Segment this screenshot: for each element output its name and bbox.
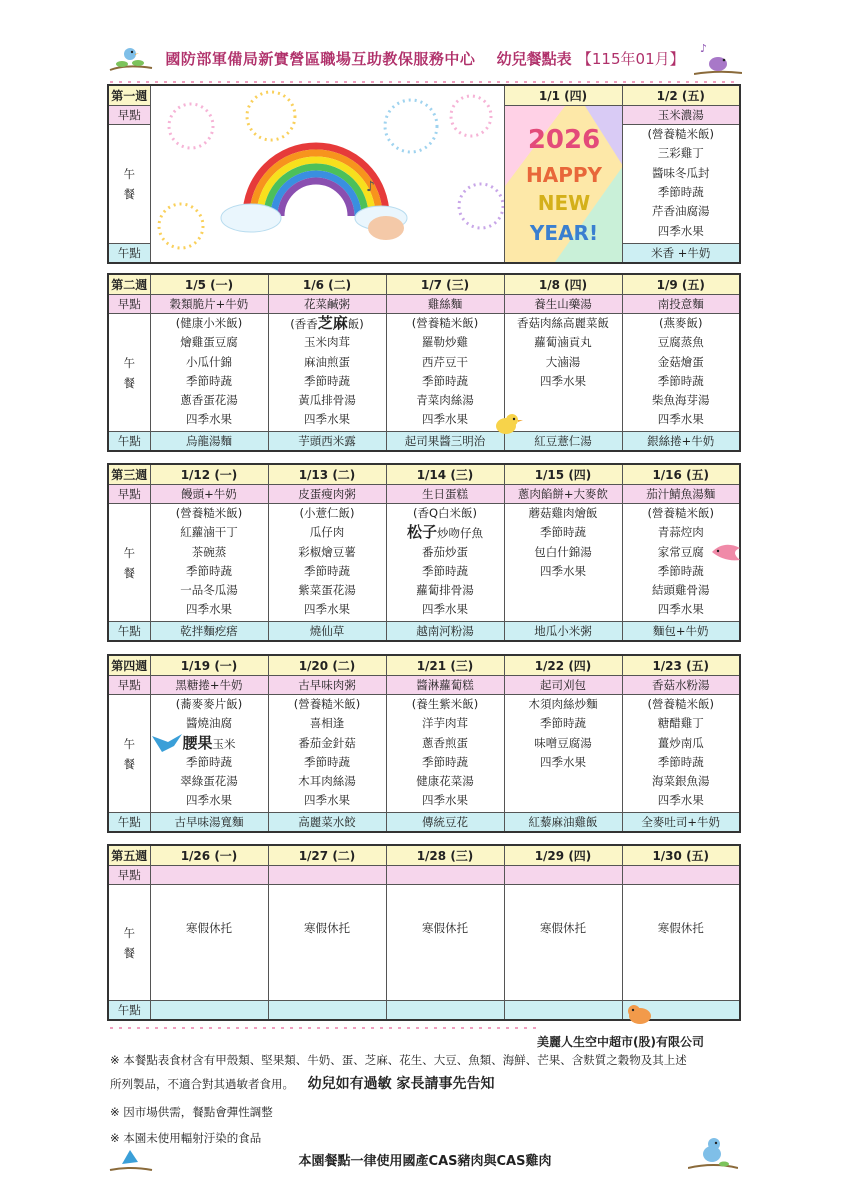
snack-cell: 香菇水粉湯 xyxy=(622,676,740,695)
snack-cell xyxy=(386,866,504,885)
day-header: 1/13 (二) xyxy=(268,464,386,485)
day-header: 1/1 (四) xyxy=(504,85,622,106)
lunch-cell: 寒假休托 xyxy=(268,885,386,1001)
afternoon-cell: 芋頭西米露 xyxy=(268,432,386,452)
afternoon-cell: 全麥吐司+牛奶 xyxy=(622,813,740,833)
lunch-label: 午 餐 xyxy=(108,885,150,1001)
lunch-cell: (營養糙米飯) 糖醋雞丁 薑炒南瓜 季節時蔬 海菜銀魚湯 四季水果 xyxy=(622,695,740,813)
snack-label: 早點 xyxy=(108,485,150,504)
snack-cell: 饅頭+牛奶 xyxy=(150,485,268,504)
snack-cell: 黑糖捲+牛奶 xyxy=(150,676,268,695)
day-header: 1/19 (一) xyxy=(150,655,268,676)
pink-bird-icon xyxy=(710,538,744,564)
svg-text:♪: ♪ xyxy=(365,179,375,195)
center-title: 國防部軍備局新實營區職場互助教保服務中心 xyxy=(165,50,476,68)
day-header: 1/27 (二) xyxy=(268,845,386,866)
week-5-table xyxy=(107,844,741,1021)
lunch-cell: (營養糙米飯) 紅蘿滷干丁 茶碗蒸 季節時蔬 一品冬瓜湯 四季水果 xyxy=(150,504,268,622)
lunch-cell: (營養糙米飯) 青蒜焢肉 家常豆腐 季節時蔬 結頭雞骨湯 四季水果 xyxy=(622,504,740,622)
afternoon-cell: 米香 +牛奶 xyxy=(622,243,740,263)
day-header: 1/5 (一) xyxy=(150,274,268,295)
day-header: 1/9 (五) xyxy=(622,274,740,295)
allergy-note: ※ 本餐點表食材含有甲殼類、堅果類、牛奶、蛋、芝麻、花生、大豆、魚類、海鮮、芒果、含麩質之穀物及其上述 xyxy=(110,1053,687,1067)
afternoon-cell: 燒仙草 xyxy=(268,622,386,642)
day-header: 1/14 (三) xyxy=(386,464,504,485)
afternoon-cell: 起司果醬三明治 xyxy=(386,432,504,452)
afternoon-cell: 紅藜麻油雞飯 xyxy=(504,813,622,833)
afternoon-cell xyxy=(386,1001,504,1021)
week-label: 第四週 xyxy=(108,655,150,676)
lunch-cell: 寒假休托 xyxy=(386,885,504,1001)
afternoon-cell: 地瓜小米粥 xyxy=(504,622,622,642)
afternoon-label: 午點 xyxy=(108,432,150,452)
footer-cas-note: 本園餐點一律使用國產CAS豬肉與CAS雞肉 xyxy=(298,1154,552,1169)
snack-cell: 古早味肉粥 xyxy=(268,676,386,695)
lunch-cell: 寒假休托 xyxy=(504,885,622,1001)
lunch-cell: 木須肉絲炒麵 季節時蔬 味噌豆腐湯 四季水果 xyxy=(504,695,622,813)
snack-cell: 蔥肉餡餅+大麥飲 xyxy=(504,485,622,504)
afternoon-cell: 高麗菜水餃 xyxy=(268,813,386,833)
snack-cell xyxy=(150,866,268,885)
lunch-cell: (養生紫米飯) 洋芋肉茸 蔥香煎蛋 季節時蔬 健康花菜湯 四季水果 xyxy=(386,695,504,813)
day-header: 1/2 (五) xyxy=(622,85,740,106)
snack-label: 早點 xyxy=(108,295,150,314)
snack-cell: 雞絲麵 xyxy=(386,295,504,314)
afternoon-cell: 古早味湯寬麵 xyxy=(150,813,268,833)
snack-cell: 起司刈包 xyxy=(504,676,622,695)
lunch-cell: (香Q白米飯) 松子炒吻仔魚 番茄炒蛋 季節時蔬 蘿蔔排骨湯 四季水果 xyxy=(386,504,504,622)
snack-cell: 花菜鹹粥 xyxy=(268,295,386,314)
flower-divider-bottom xyxy=(110,1022,540,1034)
radiation-note: ※ 本園未使用輻射汙染的食品 xyxy=(110,1131,262,1145)
snack-cell: 生日蛋糕 xyxy=(386,485,504,504)
snack-cell xyxy=(622,866,740,885)
allergy-warning: 幼兒如有過敏 家長請事先告知 xyxy=(307,1076,495,1092)
snack-cell: 南投意麵 xyxy=(622,295,740,314)
day-header: 1/30 (五) xyxy=(622,845,740,866)
happy-new-year-card xyxy=(504,106,622,264)
rainbow-fireworks-illustration xyxy=(150,85,504,263)
snack-cell: 穀類脆片+牛奶 xyxy=(150,295,268,314)
supplier-company: 美麗人生空中超市(股)有限公司 xyxy=(537,1035,704,1049)
new-year-text: HAPPY xyxy=(525,163,602,187)
lunch-cell: 寒假休托 xyxy=(150,885,268,1001)
afternoon-label: 午點 xyxy=(108,1001,150,1021)
afternoon-cell: 麵包+牛奶 xyxy=(622,622,740,642)
day-header: 1/21 (三) xyxy=(386,655,504,676)
page-header xyxy=(105,48,745,76)
new-year-text: 2026 xyxy=(527,125,600,155)
afternoon-cell: 烏龍湯麵 xyxy=(150,432,268,452)
afternoon-label: 午點 xyxy=(108,243,150,263)
lunch-cell: (營養糙米飯) 羅勒炒雞 西芹豆干 季節時蔬 青菜肉絲湯 四季水果 xyxy=(386,314,504,432)
lunch-cell: 蘑菇雞肉燴飯 季節時蔬 包白什錦湯 四季水果 xyxy=(504,504,622,622)
afternoon-label: 午點 xyxy=(108,813,150,833)
snack-cell xyxy=(268,866,386,885)
day-header: 1/26 (一) xyxy=(150,845,268,866)
day-header: 1/15 (四) xyxy=(504,464,622,485)
day-header: 1/29 (四) xyxy=(504,845,622,866)
blue-bird-icon xyxy=(150,730,184,756)
snack-cell: 皮蛋瘦肉粥 xyxy=(268,485,386,504)
afternoon-cell xyxy=(150,1001,268,1021)
lunch-cell: (香香芝麻飯) 玉米肉茸 麻油煎蛋 季節時蔬 黃瓜排骨湯 四季水果 xyxy=(268,314,386,432)
market-note: ※ 因市場供需，餐點會彈性調整 xyxy=(110,1105,273,1119)
week-label: 第二週 xyxy=(108,274,150,295)
day-header: 1/20 (二) xyxy=(268,655,386,676)
afternoon-label: 午點 xyxy=(108,622,150,642)
lunch-label: 午 餐 xyxy=(108,504,150,622)
yellow-bird-icon xyxy=(490,408,524,438)
snack-cell: 養生山藥湯 xyxy=(504,295,622,314)
svg-text:♪: ♪ xyxy=(700,42,708,55)
lunch-cell: 香菇肉絲高麗菜飯 蘿蔔滷貢丸 大滷湯 四季水果 xyxy=(504,314,622,432)
menu-subtitle: 幼兒餐點表 xyxy=(496,50,572,68)
lunch-label: 午 餐 xyxy=(108,125,150,244)
week-label: 第一週 xyxy=(108,85,150,106)
week-label: 第五週 xyxy=(108,845,150,866)
lunch-cell: (蕎麥麥片飯) 醬燒油腐 腰果玉米 季節時蔬 翠綠蛋花湯 四季水果 xyxy=(150,695,268,813)
lunch-label: 午 餐 xyxy=(108,314,150,432)
afternoon-cell: 銀絲捲+牛奶 xyxy=(622,432,740,452)
day-header: 1/8 (四) xyxy=(504,274,622,295)
allergy-note-line2: 所列製品，不適合對其過敏者食用。 幼兒如有過敏 家長請事先告知 xyxy=(110,1076,495,1092)
lunch-cell: 寒假休托 xyxy=(622,885,740,1001)
lunch-cell: (健康小米飯) 燴雞蛋豆腐 小瓜什錦 季節時蔬 蔥香蛋花湯 四季水果 xyxy=(150,314,268,432)
week-3-table xyxy=(107,463,741,642)
day-header: 1/23 (五) xyxy=(622,655,740,676)
day-header: 1/6 (二) xyxy=(268,274,386,295)
snack-label: 早點 xyxy=(108,106,150,125)
snack-label: 早點 xyxy=(108,676,150,695)
new-year-text: YEAR! xyxy=(529,221,598,245)
afternoon-cell xyxy=(504,1001,622,1021)
week-2-table xyxy=(107,273,741,452)
new-year-text: NEW xyxy=(537,191,590,215)
bird-music-decoration-right xyxy=(694,40,742,80)
snack-label: 早點 xyxy=(108,866,150,885)
day-header: 1/12 (一) xyxy=(150,464,268,485)
lunch-label: 午 餐 xyxy=(108,695,150,813)
day-header: 1/16 (五) xyxy=(622,464,740,485)
day-header: 1/22 (四) xyxy=(504,655,622,676)
day-header: 1/7 (三) xyxy=(386,274,504,295)
lunch-cell: (燕麥飯) 豆腐蒸魚 金菇燴蛋 季節時蔬 柴魚海芽湯 四季水果 xyxy=(622,314,740,432)
afternoon-cell: 傳統豆花 xyxy=(386,813,504,833)
snack-cell xyxy=(504,866,622,885)
lunch-cell: (營養糙米飯) 喜相逢 番茄金針菇 季節時蔬 木耳肉絲湯 四季水果 xyxy=(268,695,386,813)
afternoon-cell: 乾拌麵疙瘩 xyxy=(150,622,268,642)
snack-cell: 茄汁鯖魚湯麵 xyxy=(622,485,740,504)
afternoon-cell: 越南河粉湯 xyxy=(386,622,504,642)
week-1-table xyxy=(107,84,741,264)
week-4-table xyxy=(107,654,741,833)
week-label: 第三週 xyxy=(108,464,150,485)
lunch-cell: (營養糙米飯) 三彩雞丁 醬味冬瓜封 季節時蔬 芹香油腐湯 四季水果 xyxy=(622,125,740,244)
bird-branch-decoration-bottom-right xyxy=(688,1128,738,1174)
orange-bird-icon xyxy=(624,1000,658,1028)
snack-cell: 玉米濃湯 xyxy=(622,106,740,125)
lunch-cell: (小薏仁飯) 瓜仔肉 彩椒燴豆薯 季節時蔬 紫菜蛋花湯 四季水果 xyxy=(268,504,386,622)
menu-month: 【115年01月】 xyxy=(576,50,685,68)
day-header: 1/28 (三) xyxy=(386,845,504,866)
snack-cell: 醬淋蘿蔔糕 xyxy=(386,676,504,695)
afternoon-cell: 紅豆薏仁湯 xyxy=(504,432,622,452)
afternoon-cell xyxy=(268,1001,386,1021)
